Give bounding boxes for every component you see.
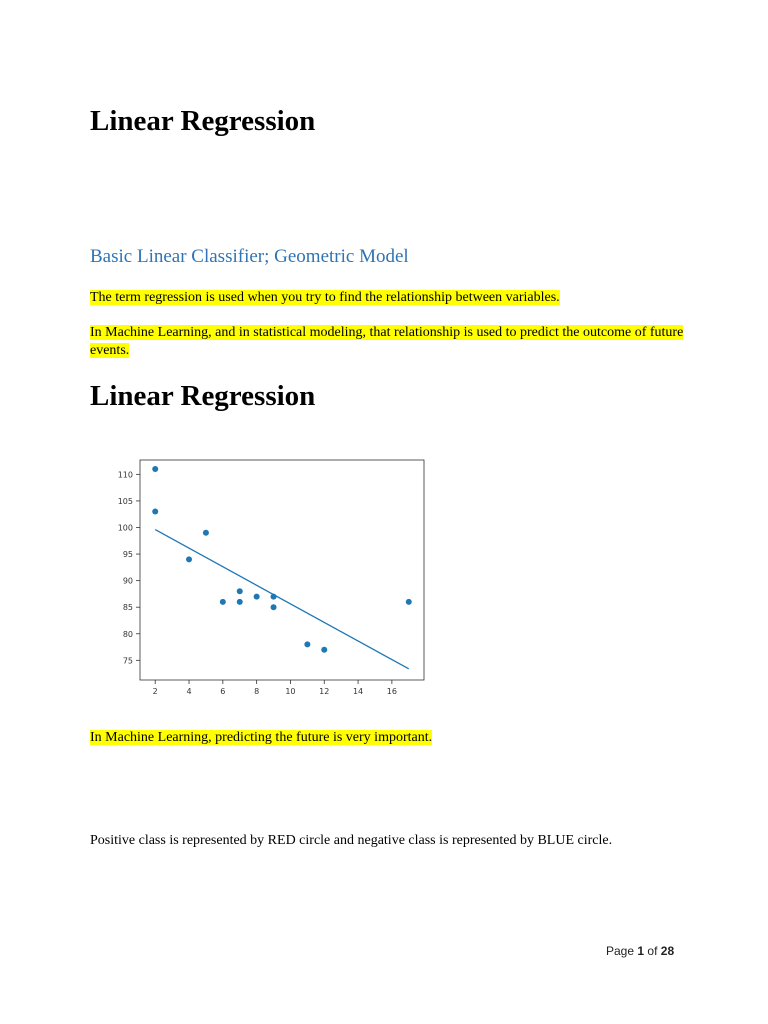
highlighted-text: The term regression is used when you try to find the relationship between variables.: [90, 290, 560, 305]
data-point: [203, 530, 209, 536]
page-word: Page: [606, 944, 635, 958]
plot-frame: [140, 460, 424, 680]
x-tick-label: 2: [152, 687, 158, 696]
scatter-chart: [108, 452, 438, 697]
y-tick-label: 90: [122, 576, 133, 586]
paragraph-class-colors: Positive class is represented by RED circle and negative class is represented by BLUE circle.: [90, 833, 613, 848]
x-tick-label: 8: [254, 687, 260, 696]
data-point: [152, 509, 158, 515]
highlighted-text: In Machine Learning, and in statistical modeling, that relationship is used to predict the outcome of future events.: [90, 325, 684, 358]
y-tick-label: 85: [122, 603, 133, 613]
data-point: [186, 556, 192, 562]
page-number-footer: [606, 944, 674, 958]
page-title: Linear Regression: [90, 105, 316, 137]
data-point: [271, 594, 277, 600]
section-subtitle: Basic Linear Classifier; Geometric Model: [90, 246, 409, 267]
data-point: [321, 647, 327, 653]
total-pages-number: 28: [660, 944, 675, 958]
paragraph-predicting-future: [90, 729, 690, 747]
paragraph-regression-definition: [90, 289, 690, 307]
y-tick-label: 110: [117, 470, 133, 480]
y-tick-label: 105: [117, 496, 133, 506]
x-tick-label: 10: [285, 687, 296, 696]
x-tick-label: 6: [220, 687, 226, 696]
y-tick-label: 100: [117, 523, 133, 533]
highlighted-text: In Machine Learning, predicting the future is very important.: [90, 730, 433, 745]
y-tick-label: 75: [122, 656, 133, 666]
paragraph-ml-prediction: [90, 324, 690, 360]
x-tick-label: 12: [319, 687, 330, 696]
data-point: [254, 594, 260, 600]
data-point: [406, 599, 412, 605]
y-tick-label: 80: [122, 629, 133, 639]
data-point: [271, 604, 277, 610]
x-tick-label: 4: [186, 687, 192, 696]
current-page-number: 1: [637, 944, 645, 958]
data-point: [304, 641, 310, 647]
data-point: [237, 588, 243, 594]
x-tick-label: 16: [386, 687, 397, 696]
x-tick-label: 14: [352, 687, 364, 696]
y-tick-label: 95: [122, 550, 133, 560]
regression-line: [155, 530, 409, 669]
data-point: [237, 599, 243, 605]
of-word: of: [647, 944, 658, 958]
section-title: Linear Regression: [90, 380, 316, 412]
data-point: [220, 599, 226, 605]
data-point: [152, 466, 158, 472]
